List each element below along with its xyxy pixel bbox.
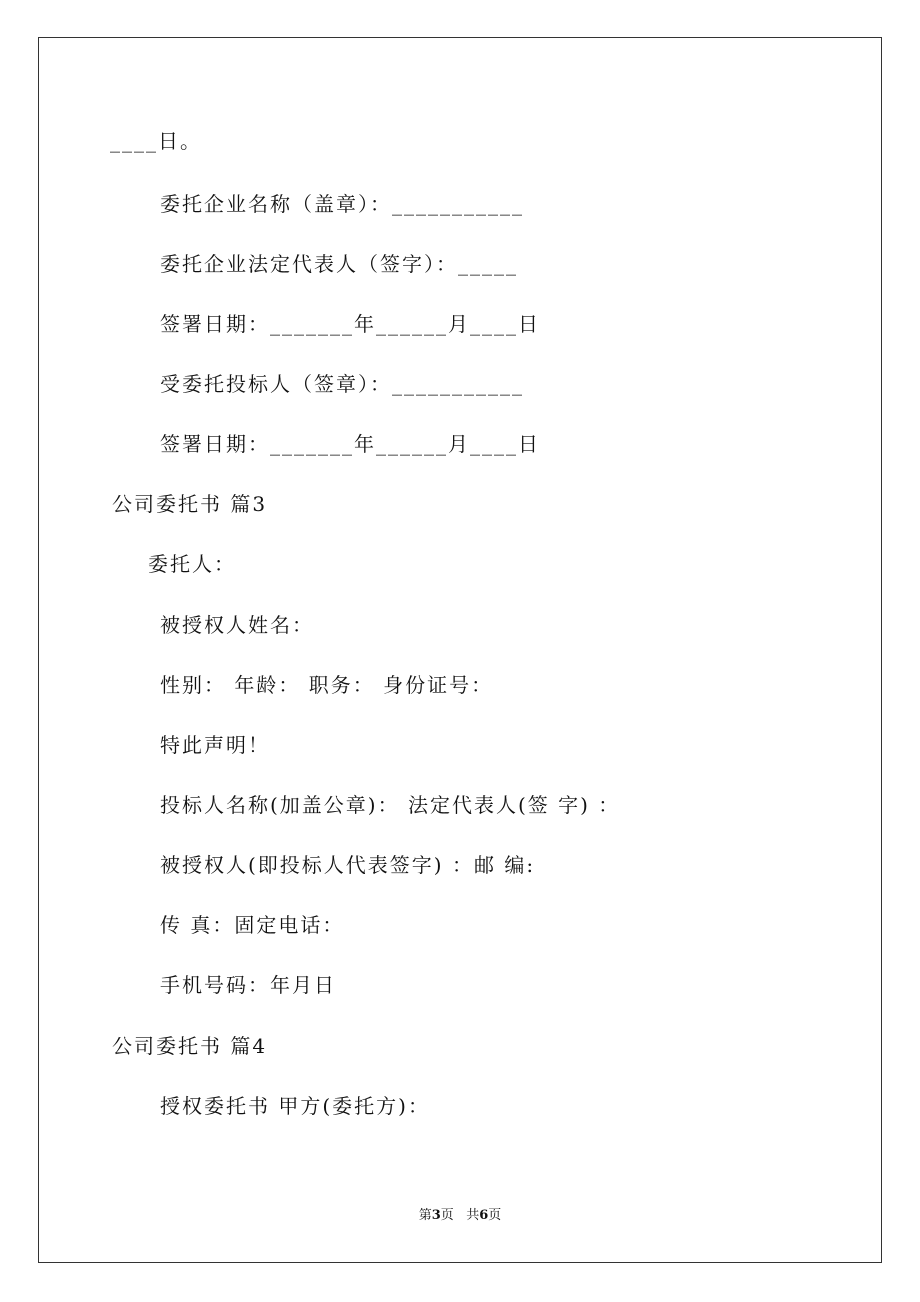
page-label-suffix: 页 <box>440 1208 454 1223</box>
authorized-person-name-label: 被授权人姓名： <box>160 613 314 637</box>
total-pages: 6 <box>479 1208 489 1223</box>
signing-date-field: 签署日期：_______年______月____日 <box>160 312 540 336</box>
page-number: 3 <box>431 1208 441 1223</box>
authorized-person-postcode-label: 被授权人(即投标人代表签字) ：邮 编: <box>160 853 536 877</box>
fax-phone-label: 传 真：固定电话： <box>160 913 345 937</box>
section-heading-3: 公司委托书 篇3 <box>112 492 268 516</box>
total-label-suffix: 页 <box>488 1208 502 1223</box>
personal-info-labels: 性别： 年龄： 职务： 身份证号： <box>160 673 494 697</box>
bidder-name-label: 投标人名称(加盖公章)： 法定代表人(签 字) ： <box>160 793 621 817</box>
total-label-prefix: 共 <box>466 1208 480 1223</box>
page-footer <box>0 1207 920 1225</box>
mobile-date-label: 手机号码：年月日 <box>160 973 336 997</box>
signing-date-field: 签署日期：_______年______月____日 <box>160 432 540 456</box>
entrusting-company-name-field: 委托企业名称（盖章）：___________ <box>160 192 524 216</box>
principal-label: 委托人： <box>148 552 236 576</box>
page-label-prefix: 第 <box>418 1208 432 1223</box>
page-border <box>38 37 882 1263</box>
entrusted-bidder-field: 受委托投标人（签章）：___________ <box>160 372 524 396</box>
section-heading-4: 公司委托书 篇4 <box>112 1034 268 1058</box>
declaration-text: 特此声明！ <box>160 733 270 757</box>
blank-day-line: ____日。 <box>110 129 202 153</box>
authorization-party-a-label: 授权委托书 甲方(委托方)： <box>160 1094 430 1118</box>
legal-representative-field: 委托企业法定代表人（签字）：_____ <box>160 252 518 276</box>
